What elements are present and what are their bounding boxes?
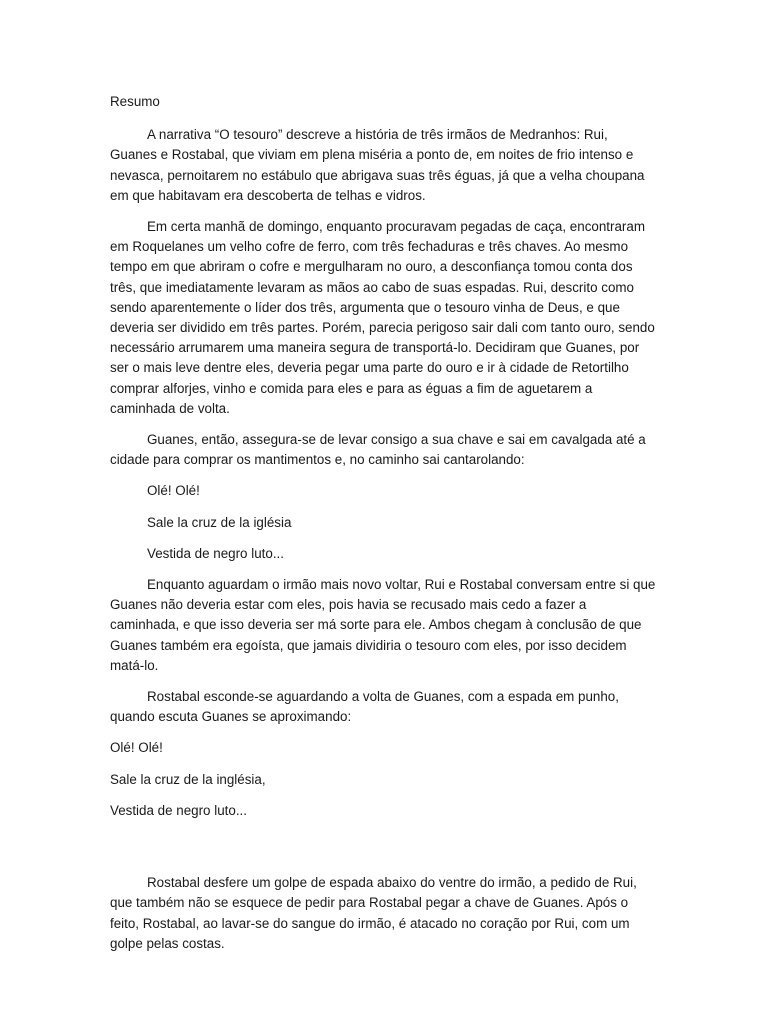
paragraph-intro: A narrativa “O tesouro” descreve a história de três irmãos de Medranhos: Rui, Guanes e Rostabal, que viviam em plena miséria a ponto de, em noites de frio intenso e nevasca, pernoitarem no estábulo que abrigava suas três éguas, já que a velha choupana em que habitavam era descoberta de telhas e vidros. xyxy=(110,127,645,203)
paragraph-plot: Enquanto aguardam o irmão mais novo voltar, Rui e Rostabal conversam entre si que Guanes não deveria estar com eles, pois havia se recusado mais cedo a fazer a caminhada, e que isso deveria ser má sorte para ele. Ambos chegam à conclusão de que Guanes também era egoísta, que jamais dividiria o tesouro com eles, por isso decidem matá-lo. xyxy=(110,577,656,673)
paragraph-discovery: Em certa manhã de domingo, enquanto procuravam pegadas de caça, encontraram em Roquelanes um velho cofre de ferro, com três fechaduras e três chaves. Ao mesmo tempo em que abriram o cofre e mergulharam no ouro, a desconfiança tomou conta dos três, que imediatamente levaram as mãos ao cabo de suas espadas. Rui, descrito como sendo aparentemente o líder dos três, argumenta que o tesouro vinha de Deus, e que deveria ser dividido em três partes. Porém, parecia perigoso sair dali com tanto ouro, sendo necessário arrumarem uma maneira segura de transportá-lo. Decidiram que Guanes, por ser o mais leve dentre eles, deveria pegar uma parte do ouro e ir à cidade de Retortilho comprar alforjes, vinho e comida para eles e para as éguas a fim de aguetarem a caminhada de volta. xyxy=(110,219,655,416)
paragraph-ambush: Rostabal esconde-se aguardando a volta de Guanes, com a espada em punho, quando escuta Guanes se aproximando: xyxy=(110,689,619,725)
paragraph-guanes-departure: Guanes, então, assegura-se de levar consigo a sua chave e sai em cavalgada até a cidade para comprar os mantimentos e, no caminho sai cantarolando: xyxy=(110,432,646,468)
song-line-2: Sale la cruz de la iglésia xyxy=(147,514,292,530)
heading: Resumo xyxy=(110,94,160,109)
blank-line xyxy=(110,832,658,873)
song-line-3: Vestida de negro luto... xyxy=(147,545,284,561)
document-body xyxy=(110,92,658,954)
song-repeat-line-2: Sale la cruz de la inglésia, xyxy=(110,771,266,787)
paragraph-ending: Rostabal desfere um golpe de espada abaixo do ventre do irmão, a pedido de Rui, que também não se esquece de pedir para Rostabal pegar a chave de Guanes. Após o feito, Rostabal, ao lavar-se do sangue do irmão, é atacado no coração por Rui, com um golpe pelas costas. xyxy=(110,875,637,951)
song-line-1: Olé! Olé! xyxy=(147,483,200,499)
song-repeat-line-3: Vestida de negro luto... xyxy=(110,802,247,818)
song-repeat-line-1: Olé! Olé! xyxy=(110,740,163,756)
